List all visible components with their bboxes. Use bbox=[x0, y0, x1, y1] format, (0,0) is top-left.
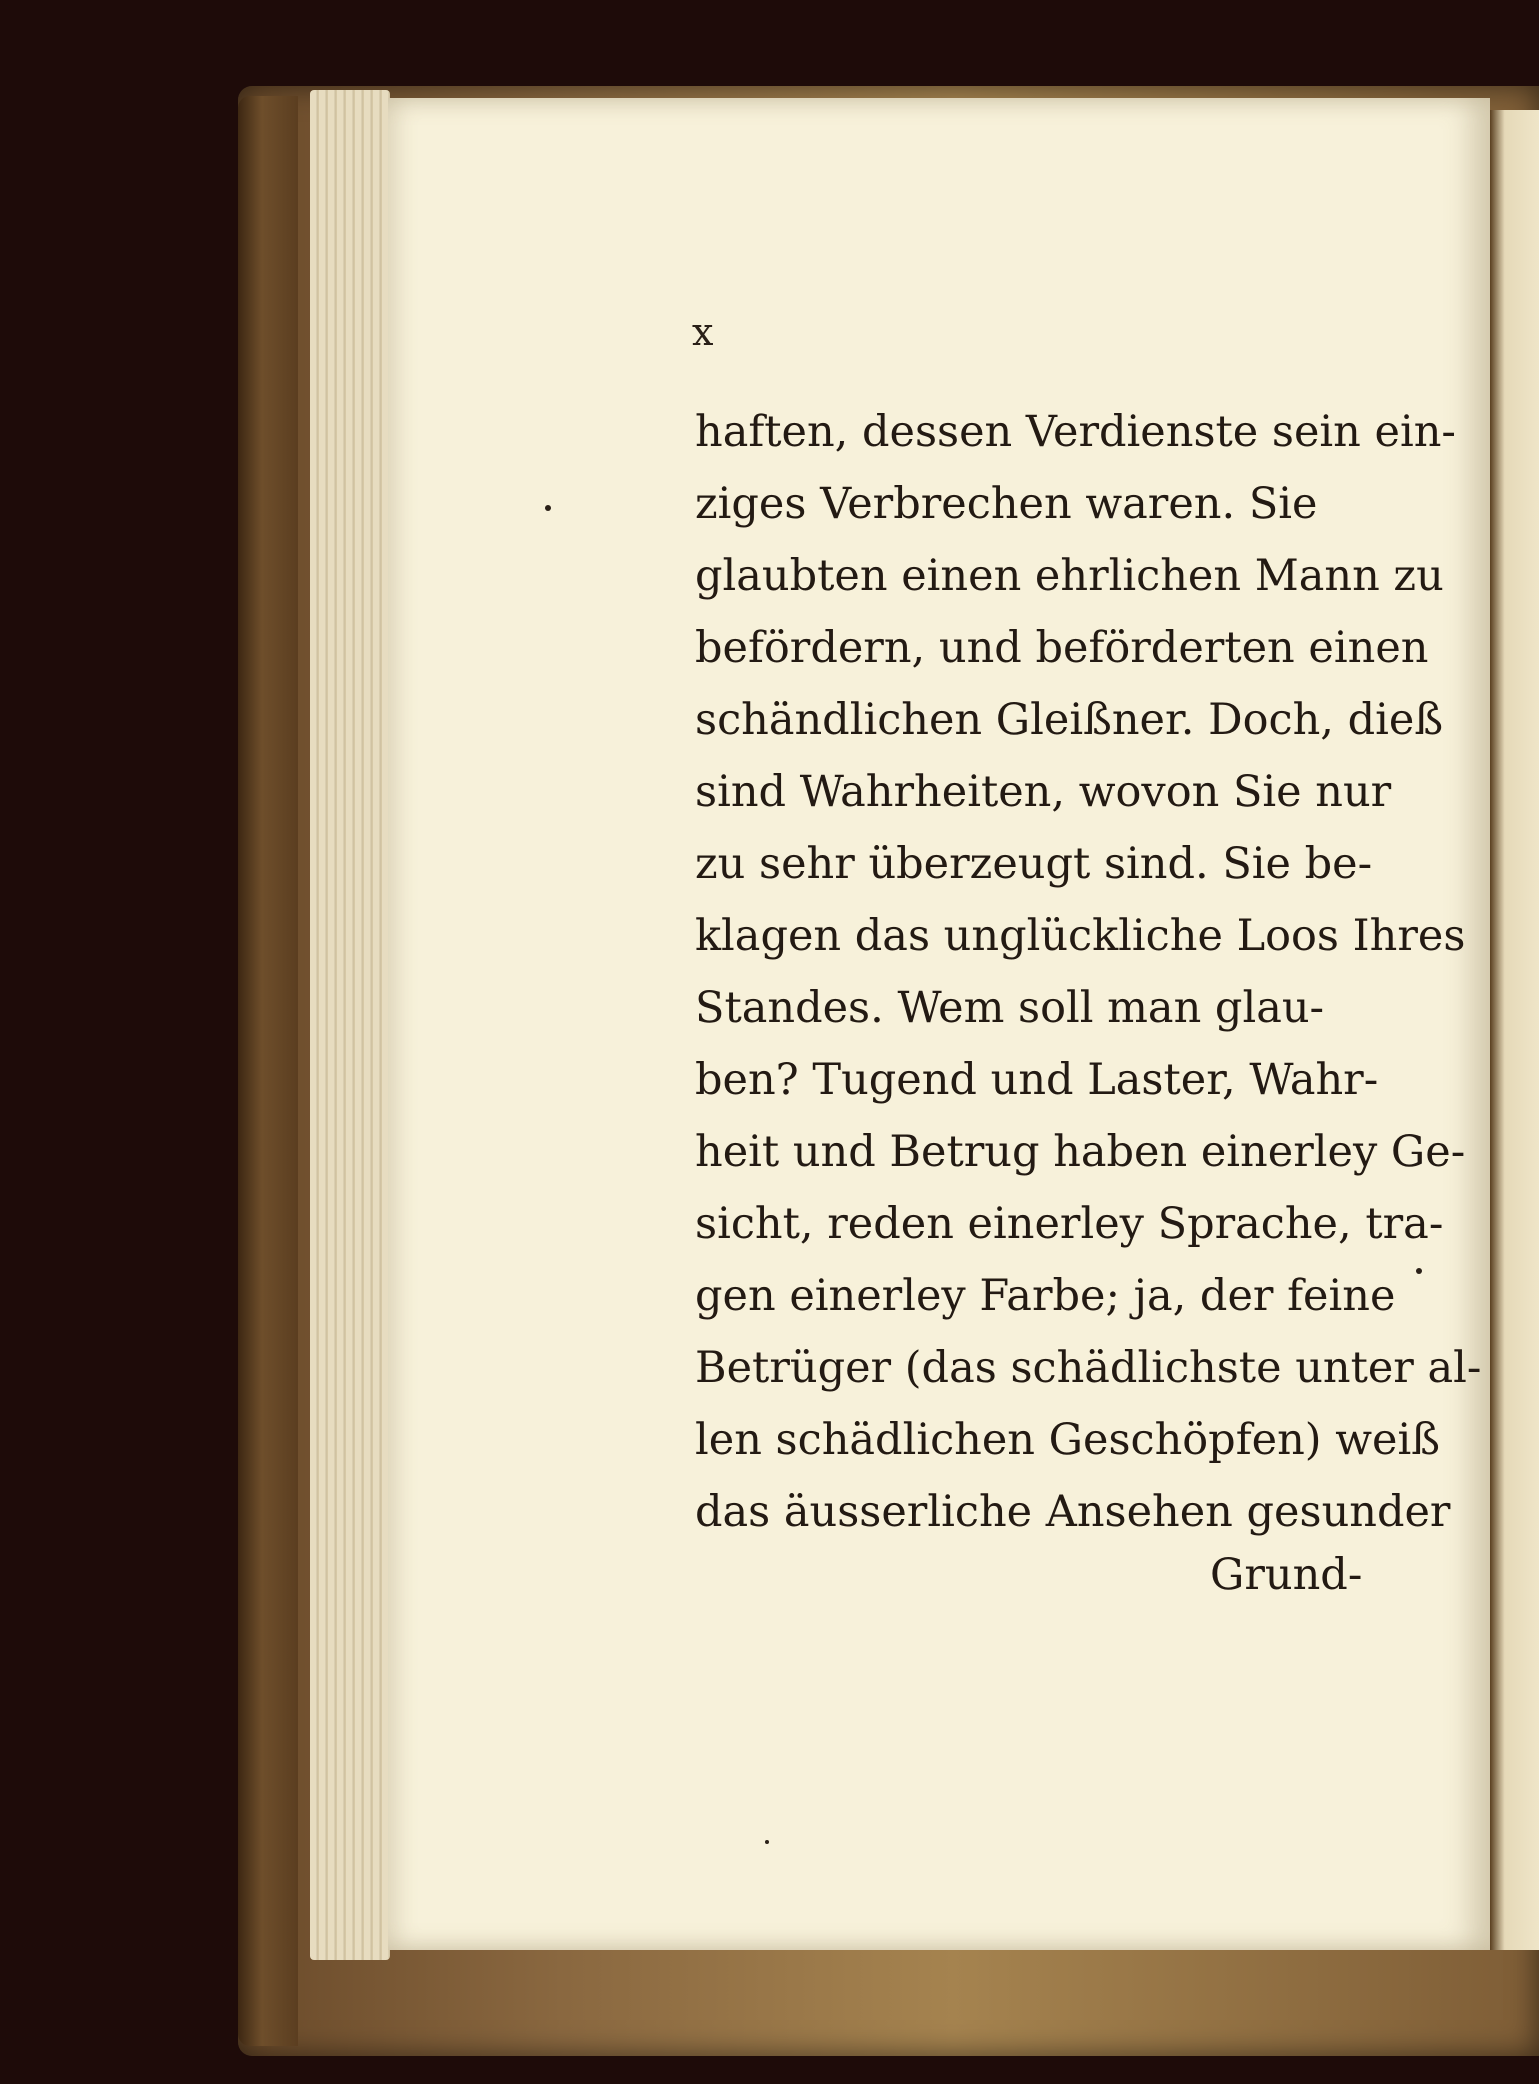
text-line: befördern, und beförderten einen bbox=[695, 623, 1429, 673]
page-edges bbox=[310, 90, 390, 1960]
paper-speck bbox=[765, 1840, 769, 1844]
page-number: x bbox=[692, 310, 714, 354]
text-line: Standes. Wem soll man glau- bbox=[695, 983, 1325, 1033]
catchword: Grund- bbox=[1210, 1550, 1363, 1600]
text-line: das äusserliche Ansehen gesunder bbox=[695, 1487, 1451, 1537]
text-line: zu sehr überzeugt sind. Sie be- bbox=[695, 839, 1373, 889]
book-spine bbox=[238, 96, 298, 2046]
paper-speck bbox=[545, 505, 551, 511]
text-line: schändlichen Gleißner. Doch, dieß bbox=[695, 695, 1444, 745]
paper-speck bbox=[1416, 1268, 1422, 1274]
text-line: glaubten einen ehrlichen Mann zu bbox=[695, 551, 1444, 601]
text-line: len schädlichen Geschöpfen) weiß bbox=[695, 1415, 1440, 1465]
text-line: sicht, reden einerley Sprache, tra- bbox=[695, 1199, 1444, 1249]
text-line: klagen das unglückliche Loos Ihres bbox=[695, 911, 1466, 961]
text-line: Betrüger (das schädlichste unter al- bbox=[695, 1343, 1482, 1393]
text-line: ben? Tugend und Laster, Wahr- bbox=[695, 1055, 1379, 1105]
text-line: heit und Betrug haben einerley Ge- bbox=[695, 1127, 1466, 1177]
facing-page-edge bbox=[1490, 110, 1539, 1950]
page-text bbox=[695, 396, 1482, 1548]
text-line: haften, dessen Verdienste sein ein- bbox=[695, 407, 1456, 457]
text-line: sind Wahrheiten, wovon Sie nur bbox=[695, 767, 1392, 817]
text-line: ziges Verbrechen waren. Sie bbox=[695, 479, 1318, 529]
text-line: gen einerley Farbe; ja, der feine bbox=[695, 1271, 1396, 1321]
